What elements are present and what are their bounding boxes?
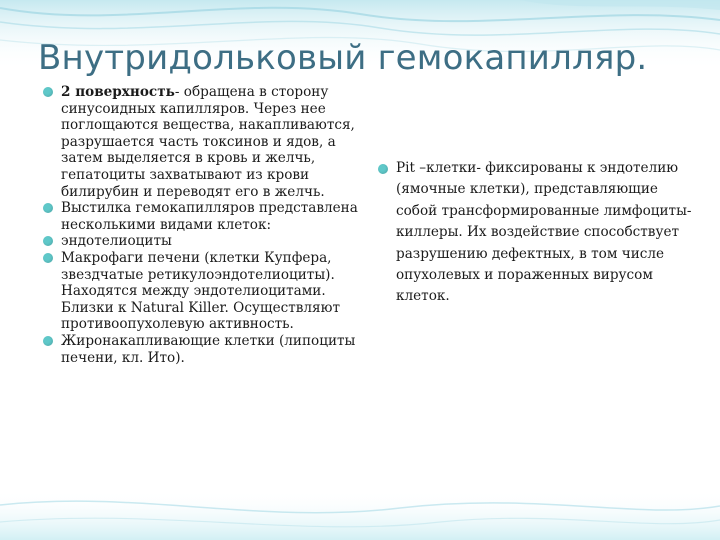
item-text: Выстилка гемокапилляров представлена несколькими видами клеток: — [61, 200, 358, 233]
list-item — [41, 200, 361, 233]
left-bullet-list — [41, 84, 361, 366]
bullet-icon — [43, 87, 53, 97]
item-text: эндотелиоциты — [61, 233, 172, 250]
bullet-icon — [43, 253, 53, 263]
list-item — [41, 233, 361, 250]
item-text: Pit –клетки- фиксированы к эндотелию (ямочные клетки), представляющие собой трансформированные лимфоциты-киллеры. Их воздействие способствует разрушению дефектных, в том числе опухолевых и пораженных вирусом клеток. — [396, 160, 692, 305]
bullet-icon — [43, 236, 53, 246]
item-text: Макрофаги печени (клетки Купфера, звездчатые ретикулоэндотелиоциты). Находятся между эндотелиоцитами. Близки к Natural Killer. Осуществляют противоопухолевую активность. — [61, 249, 340, 333]
list-item — [41, 84, 361, 200]
list-item — [41, 250, 361, 333]
item-bold-text: 2 поверхность — [61, 84, 175, 100]
list-item — [376, 158, 696, 308]
item-text: Жиронакапливающие клетки (липоциты печени, кл. Ито). — [61, 332, 356, 366]
right-bullet-list — [376, 158, 696, 308]
list-item — [41, 333, 361, 366]
item-text: - обращена в сторону синусоидных капилляров. Через нее поглощаются вещества, накапливаются, разрушается часть токсинов и ядов, а затем выделяется в кровь и желчь, гепатоциты захватывают из крови билирубин и переводят его в желчь. — [61, 84, 355, 200]
slide-title: Внутридольковый гемокапилляр. — [38, 38, 648, 78]
bullet-icon — [43, 203, 53, 213]
bullet-icon — [43, 336, 53, 346]
bullet-icon — [378, 164, 388, 174]
